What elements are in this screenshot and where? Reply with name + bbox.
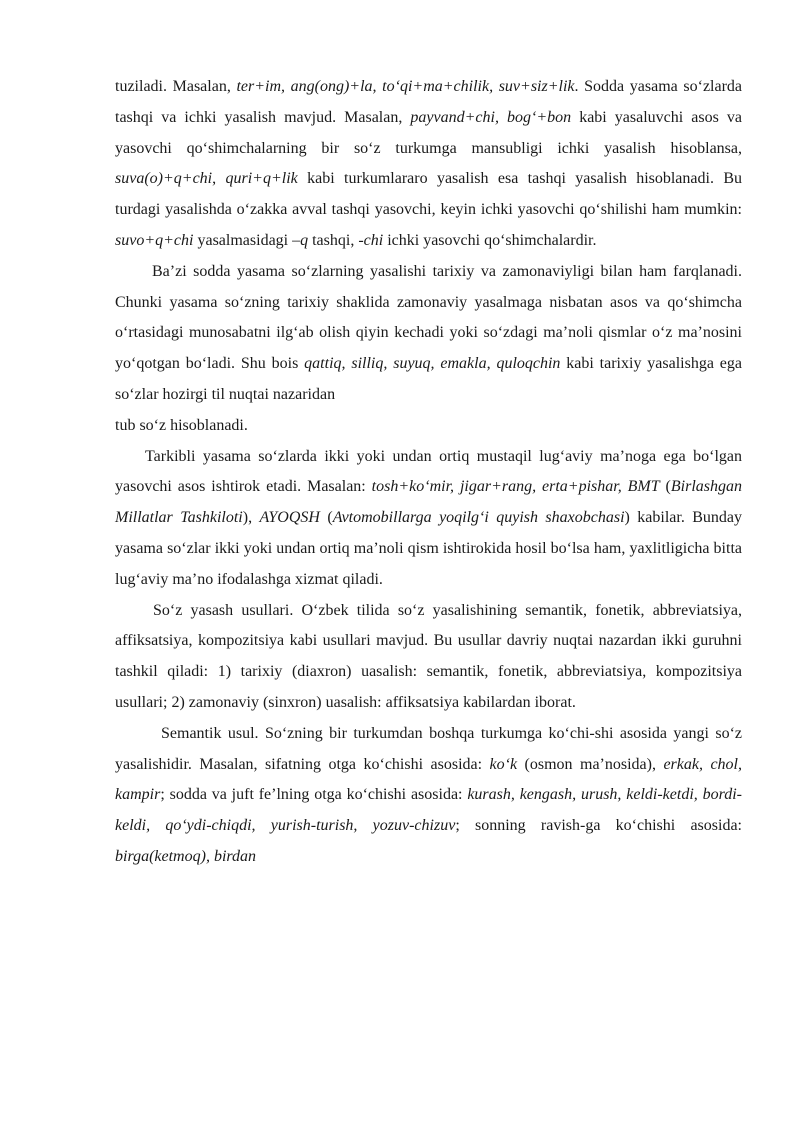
italic-example-text: Birlashgan Millatlar Tashkiloti — [115, 478, 742, 527]
paragraph — [115, 442, 742, 596]
body-text: tuziladi. Masalan, — [115, 78, 237, 95]
body-text: kabi tarixiy yasalishga ega so‘zlar hozirgi til nuqtai nazaridan — [115, 355, 742, 403]
body-text: kabi turkumlararo yasalish esa tashqi yasalish hisoblanadi. Bu turdagi yasalishda o‘zakka avval tashqi yasovchi, keyin ichki yasovchi qo‘shilishi ham mumkin: — [115, 170, 743, 219]
italic-example-text: -chi — [358, 231, 384, 249]
paragraph — [115, 257, 742, 411]
body-text: Ba’zi sodda yasama so‘zlarning yasalishi tarixiy va zamonaviyligi bilan ham farqlanadi. Chunki yasama so‘zning tarixiy shaklida zamonaviy yasalmaga nisbatan asos va qo‘shimcha o‘rtasidagi munosabatni ilg‘ab olish qiyin kechadi yoki so‘zdagi ma’noli qismlar o‘z ma’nosini yo‘qotgan bo‘ladi. Shu bois — [115, 262, 742, 373]
paragraph — [115, 411, 742, 442]
body-text: ) kabilar. Bunday yasama so‘zlar ikki yoki undan ortiq ma’noli qism ishtirokida hosil bo‘lsa ham, yaxlitligicha bitta lug‘aviy ma’no ifodalashga xizmat qiladi. — [115, 509, 742, 588]
body-text: yasalmasidagi — [193, 231, 293, 249]
body-text: ( — [659, 478, 671, 496]
italic-example-text: quri+q+lik — [225, 170, 298, 188]
body-text: , — [212, 170, 226, 188]
body-text: tashqi, — [308, 231, 359, 249]
body-text: . Sodda yasama so‘zlarda tashqi va ichki yasalish mavjud. Masalan, — [115, 78, 743, 126]
body-text: kabi yasaluvchi asos va yasovchi qo‘shimchalarning bir so‘z turkumga mansubligi ichki yasalish hisoblansa, — [115, 108, 742, 157]
body-text: ichki yasovchi qo‘shimchalardir. — [383, 231, 597, 249]
document-body — [115, 72, 742, 873]
body-text: Semantik usul. So‘zning bir turkumdan boshqa turkumga ko‘chi-shi asosida yangi so‘z yasalishidir. Masalan, sifatning otga ko‘chishi asosida: — [115, 724, 742, 773]
italic-example-text: birga(ketmoq), birdan — [115, 847, 257, 865]
italic-example-text: Avtomobillarga yoqilg‘i quyish shaxobchasi — [332, 509, 625, 527]
italic-example-text: payvand+chi, bog‘+bon — [410, 108, 572, 126]
italic-example-text: ter+im, ang(ong)+la, to‘qi+ma+chilik, suv+siz+lik — [236, 78, 575, 95]
italic-example-text: qattiq, silliq, suyuq, emakla, quloqchin — [304, 355, 561, 373]
italic-example-text: ko‘k — [489, 755, 518, 773]
body-text: Tarkibli yasama so‘zlarda ikki yoki undan ortiq mustaqil lug‘aviy ma’noga ega bo‘lgan yasovchi asos ishtirok etadi. Masalan: — [115, 447, 742, 496]
italic-example-text: kurash, kengash, urush, keldi-ketdi, bordi-keldi, qo‘ydi-chiqdi, yurish-turish, yozuv-chizuv — [115, 786, 742, 835]
body-text: ), — [242, 509, 260, 527]
italic-example-text: suvo+q+chi — [115, 231, 194, 249]
body-text: So‘z yasash usullari. O‘zbek tilida so‘z yasalishining semantik, fonetik, abbreviatsiya, affiksatsiya, kompozitsiya kabi usullari mavjud. Bu usullar davriy nuqtai nazardan ikki guruhni tashkil qiladi: 1) tarixiy (diaxron) uasalish: semantik, fonetik, abbreviatsiya, kompozitsiya usullari; 2) zamonaviy (sinxron) uasalish: affiksatsiya kabilardan iborat. — [115, 601, 742, 711]
body-text: ; sonning ravish-ga ko‘chishi asosida: — [455, 817, 743, 835]
italic-example-text: tosh+ko‘mir, jigar+rang, erta+pishar, BMT — [371, 478, 660, 496]
paragraph — [115, 719, 742, 873]
body-text: ( — [319, 509, 333, 527]
body-text: (osmon ma’nosida), — [517, 755, 664, 773]
italic-example-text: –q — [292, 231, 309, 249]
italic-example-text: AYOQSH — [259, 509, 320, 527]
body-text: ; sodda va juft fe’lning otga ko‘chishi asosida: — [160, 786, 468, 804]
italic-example-text: erkak, chol, kampir — [115, 755, 742, 804]
body-text: tub so‘z hisoblanadi. — [115, 416, 248, 434]
italic-example-text: suva(o)+q+chi — [115, 170, 213, 188]
paragraph — [115, 72, 742, 257]
paragraph — [115, 596, 742, 719]
